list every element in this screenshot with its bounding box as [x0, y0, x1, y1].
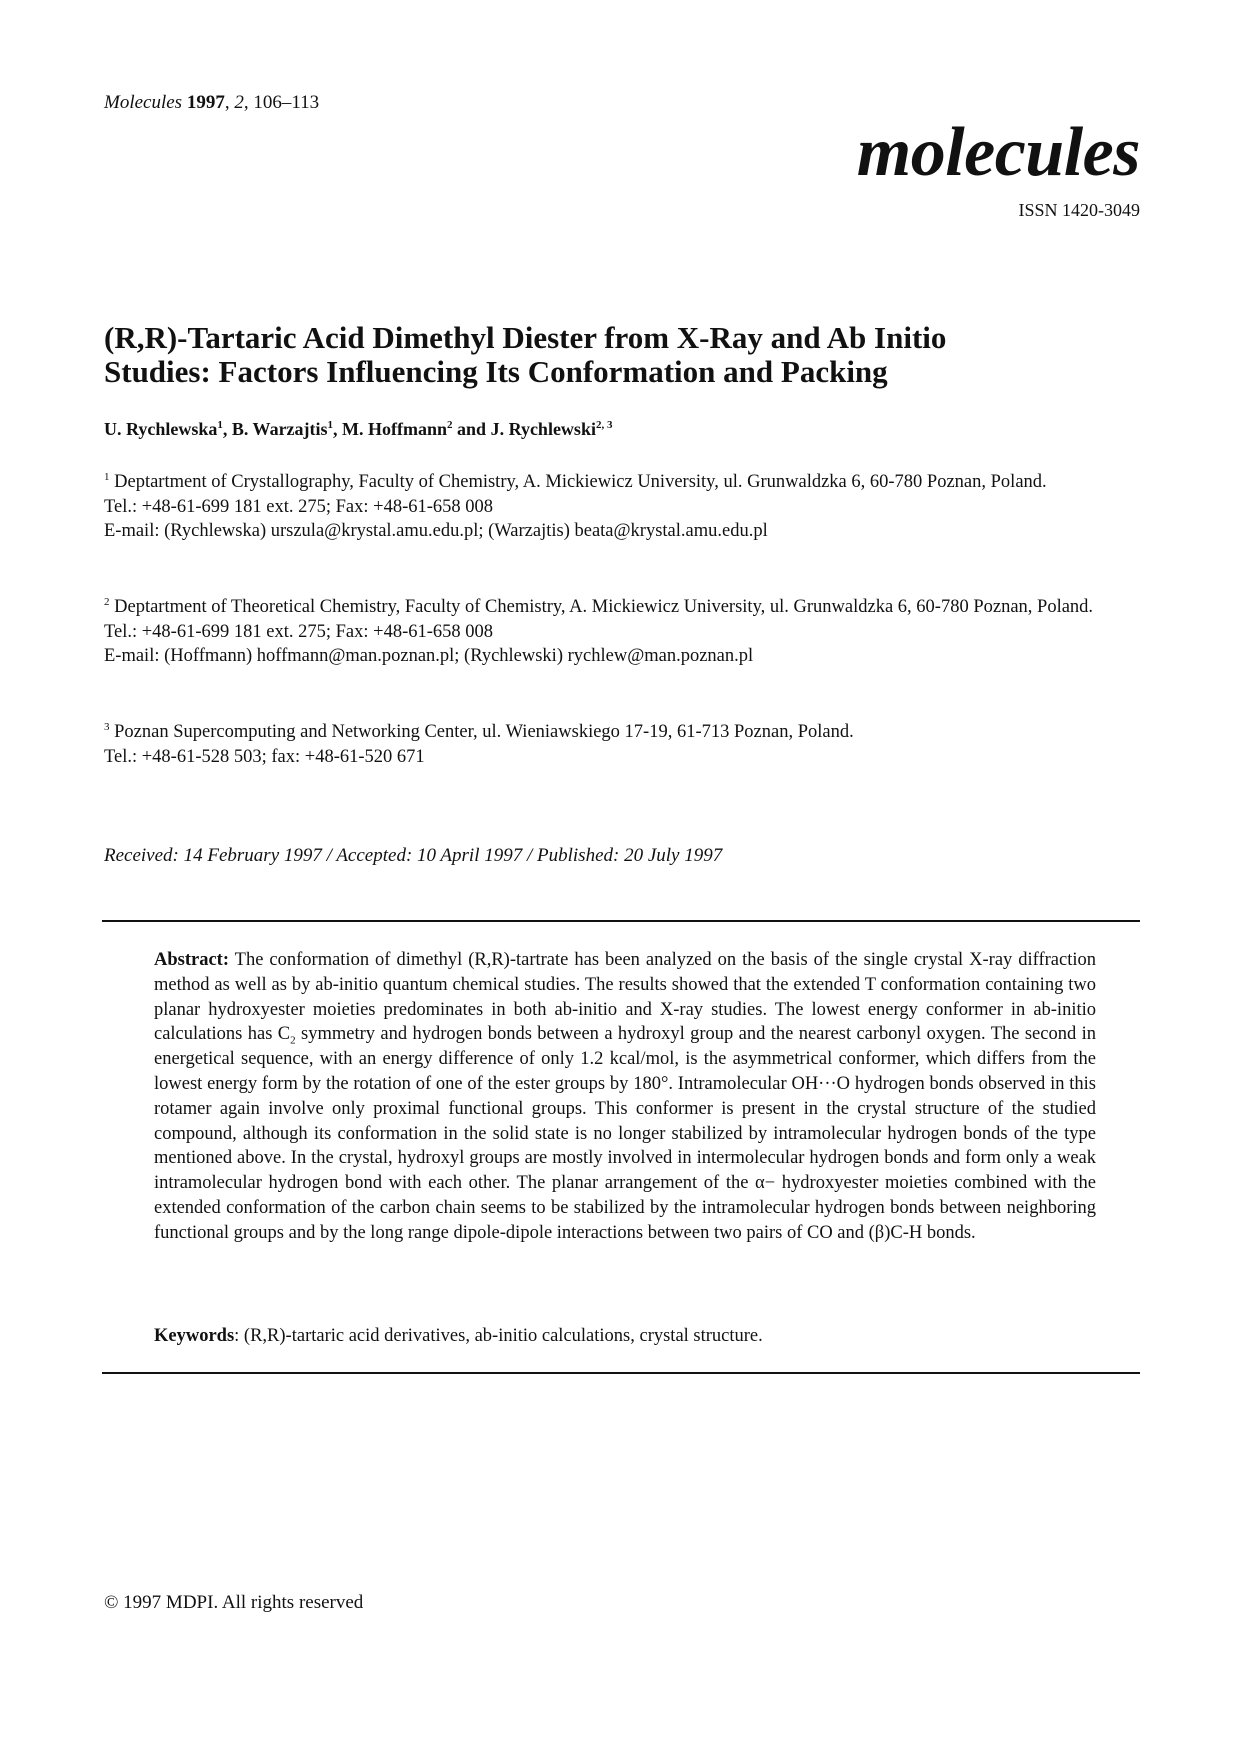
affiliation-tel: Tel.: +48-61-699 181 ext. 275; Fax: +48-61-658 008: [104, 621, 494, 642]
abstract-label: Abstract:: [154, 950, 230, 970]
abstract: [154, 948, 1096, 1246]
affiliation-email: E-mail: (Hoffmann) hoffmann@man.poznan.pl; (Rychlewski) rychlew@man.poznan.pl: [104, 646, 754, 666]
abstract-text-part-1: The conformation of dimethyl (R,R)-tartrate has been analyzed on the basis of the single crystal X-ray diffraction method as well as by ab-initio quantum chemical studies. The results showed that the extended T conformation containing two planar hydroxyester moieties predominates in both ab-initio and X-ray studies. The lowest energy conformer in ab-initio calculations has C: [154, 950, 1096, 1045]
affiliation-address: [104, 595, 1144, 620]
author-affiliation-mark: 2, 3: [595, 419, 613, 431]
author-affiliation-mark: 1: [217, 419, 223, 431]
author-affiliation-mark: 2: [447, 419, 453, 431]
issn: ISSN 1420-3049: [1018, 200, 1140, 220]
author-name: M. Hoffmann: [342, 419, 448, 439]
divider-top: [102, 920, 1140, 922]
title-line-2: Studies: Factors Influencing Its Conformation and Packing: [104, 354, 888, 389]
author-separator: ,: [222, 419, 232, 439]
affiliation-1: [104, 470, 1144, 544]
affiliation-tel: Tel.: +48-61-528 503; fax: +48-61-520 671: [104, 746, 425, 767]
affiliation-number: 1: [104, 470, 110, 483]
journal-citation: Molecules 1997, 2, 106–113: [104, 92, 320, 113]
affiliation-address: [104, 720, 1144, 745]
journal-year: 1997: [186, 92, 225, 113]
affiliation-3: [104, 720, 1144, 769]
affiliation-2: [104, 595, 1144, 669]
affiliation-number: 3: [104, 720, 110, 733]
author-list: [104, 419, 612, 440]
affiliation-tel: Tel.: +48-61-699 181 ext. 275; Fax: +48-61-658 008: [104, 496, 494, 517]
affiliation-text: Deptartment of Theoretical Chemistry, Faculty of Chemistry, A. Mickiewicz University, ul. Grunwaldzka 6, 60-780 Poznan, Poland.: [109, 597, 1094, 617]
author-separator: and: [452, 419, 491, 439]
author-name: B. Warzajtis: [231, 419, 328, 439]
journal-name: Molecules: [104, 92, 183, 113]
keywords-label: Keywords: [154, 1326, 235, 1346]
keywords: [154, 1326, 1096, 1347]
copyright: © 1997 MDPI. All rights reserved: [104, 1592, 364, 1613]
divider-bottom: [102, 1372, 1140, 1374]
abstract-text-part-2: symmetry and hydrogen bonds between a hydroxyl group and the nearest carbonyl oxygen. The second in energetical sequence, with an energy difference of only 1.2 kcal/mol, is the asymmetrical conformer, which differs from the lowest energy form by the rotation of one of the ester groups by 180°. Intramolecular OH···O hydrogen bonds observed in this rotamer again involve only proximal functional groups. This conformer is present in the crystal structure of the studied compound, although its conformation in the solid state is no longer stabilized by intramolecular hydrogen bonds of the type mentioned above. In the crystal, hydroxyl groups are mostly involved in intermolecular hydrogen bonds and form only a weak intramolecular hydrogen bond with each other. The planar arrangement of the α− hydroxyester moieties combined with the extended conformation of the carbon chain seems to be stabilized by the intramolecular hydrogen bonds between neighboring functional groups and by the long range dipole-dipole interactions between two pairs of CO and (β)C-H bonds.: [154, 1024, 1096, 1243]
journal-volume: 2: [234, 92, 244, 113]
author-separator: ,: [333, 419, 343, 439]
abstract-subscript: 2: [290, 1035, 296, 1048]
affiliation-text: Deptartment of Crystallography, Faculty of Chemistry, A. Mickiewicz University, ul. Grunwaldzka 6, 60-780 Poznan, Poland.: [109, 472, 1047, 492]
author-name: U. Rychlewska: [104, 419, 218, 439]
affiliation-number: 2: [104, 595, 110, 608]
affiliation-address: [104, 470, 1144, 495]
affiliation-email: E-mail: (Rychlewska) urszula@krystal.amu.edu.pl; (Warzajtis) beata@krystal.amu.edu.pl: [104, 521, 768, 541]
author-affiliation-mark: 1: [327, 419, 334, 431]
affiliation-text: Poznan Supercomputing and Networking Center, ul. Wieniawskiego 17-19, 61-713 Poznan, Poland.: [109, 722, 854, 742]
author-name: J. Rychlewski: [490, 419, 596, 439]
title-line-1: (R,R)-Tartaric Acid Dimethyl Diester from X-Ray and Ab Initio: [104, 320, 947, 355]
publication-dates: Received: 14 February 1997 / Accepted: 10 April 1997 / Published: 20 July 1997: [104, 845, 723, 866]
journal-pages: 106–113: [253, 92, 320, 113]
paper-title: [104, 321, 1144, 389]
keywords-text: : (R,R)-tartaric acid derivatives, ab-initio calculations, crystal structure.: [234, 1326, 763, 1346]
journal-logo: molecules: [856, 114, 1140, 191]
